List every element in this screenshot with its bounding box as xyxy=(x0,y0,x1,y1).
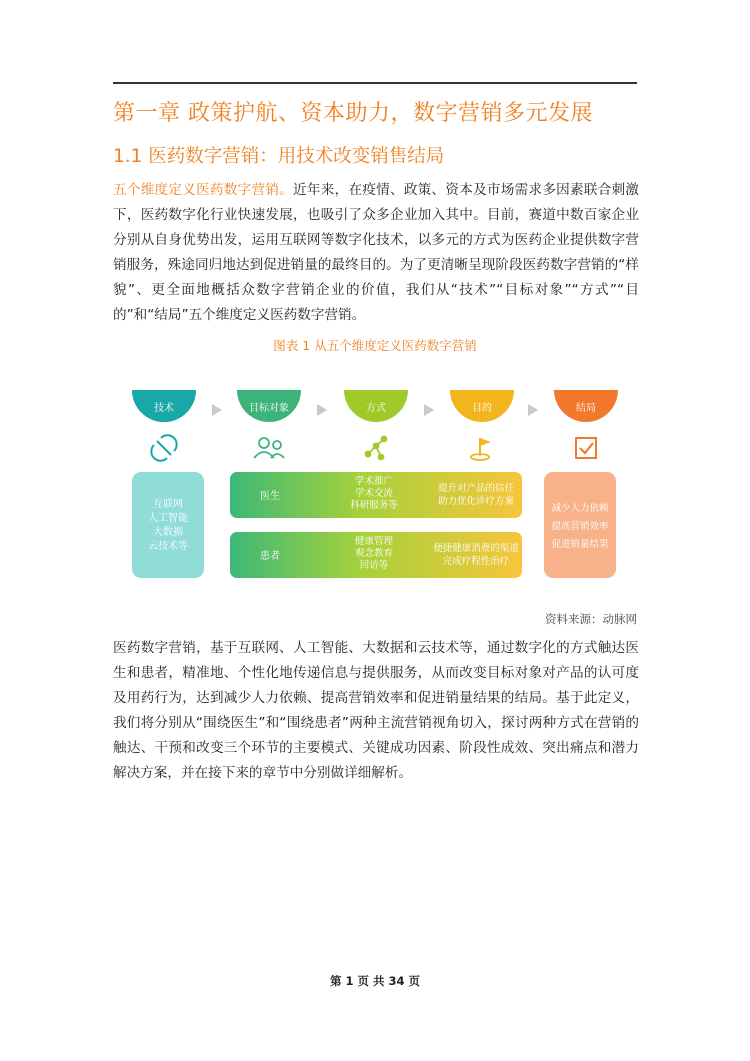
figure-caption: 图表 1 从五个维度定义医药数字营销 xyxy=(273,338,477,353)
svg-text:促进销量结果: 促进销量结果 xyxy=(551,539,609,550)
intro-paragraph xyxy=(113,178,639,328)
stage-label: 方式 xyxy=(366,403,386,414)
svg-text:观念教育: 观念教育 xyxy=(354,548,394,559)
svg-text:互联网: 互联网 xyxy=(153,499,183,510)
svg-text:便捷健康消费的渠道: 便捷健康消费的渠道 xyxy=(433,543,519,554)
paragraph-body: 近年来，在疫情、政策、资本及市场需求多因素联合刺激下，医药数字化行业快速发展，也吸引了众多企业加入其中。目前，赛道中数百家企业分别从自身优势出发，运用互联网等数字化技术，以多元的方式为医药企业提供数字营销服务，殊途同归地达到促进销量的最终目的。为了更清晰呈现阶段医药数字营销的“样貌”、更全面地概括众数字营销企业的价值，我们从“技术”“目标对象”“方式”“目的”和“结局”五个维度定义医药数字营销。 xyxy=(113,182,640,323)
paragraph-lead: 五个维度定义医药数字营销。 xyxy=(113,182,294,198)
svg-text:人工智能: 人工智能 xyxy=(148,513,188,524)
svg-text:云技术等: 云技术等 xyxy=(148,541,188,552)
stage-header-result xyxy=(554,390,618,422)
network-icon xyxy=(366,437,387,460)
stage-header-purpose xyxy=(450,390,514,422)
five-dimension-diagram xyxy=(130,380,620,590)
row-doctor xyxy=(230,472,522,518)
arrow-icon xyxy=(212,404,222,416)
svg-text:健康管理: 健康管理 xyxy=(354,536,394,547)
checkbox-icon xyxy=(576,438,596,458)
header-rule xyxy=(113,82,637,84)
page-number: 1 xyxy=(345,974,354,988)
arrow-icon xyxy=(317,404,327,416)
arrow-icon xyxy=(424,404,434,416)
people-icon xyxy=(254,438,284,458)
svg-text:减少人力依赖: 减少人力依赖 xyxy=(551,503,609,514)
section-title: 1.1 医药数字营销：用技术改变销售结局 xyxy=(113,146,445,167)
stage-label: 技术 xyxy=(154,403,174,414)
figure-source: 资料来源：动脉网 xyxy=(545,612,637,626)
svg-text:提升对产品的信任: 提升对产品的信任 xyxy=(437,483,515,494)
arrow-icon xyxy=(528,404,538,416)
result-box xyxy=(544,472,616,578)
page-footer: 第 1 页 共 34 页 xyxy=(329,974,421,988)
svg-text:学术交流: 学术交流 xyxy=(354,488,394,499)
stage-label: 目标对象 xyxy=(249,403,289,414)
stage-header-tech xyxy=(132,390,196,422)
svg-text:助力优化诊疗方案: 助力优化诊疗方案 xyxy=(437,496,515,507)
row-patient xyxy=(230,532,522,578)
signal-icon xyxy=(151,435,176,460)
stage-label: 目的 xyxy=(472,403,492,414)
svg-text:回访等: 回访等 xyxy=(359,560,389,571)
target-label: 患者 xyxy=(260,551,280,562)
flag-icon xyxy=(471,438,491,460)
chapter-title: 第一章 政策护航、资本助力，数字营销多元发展 xyxy=(113,101,593,126)
stage-label: 结局 xyxy=(576,403,596,414)
svg-text:科研服务等: 科研服务等 xyxy=(350,500,398,511)
svg-text:大数据: 大数据 xyxy=(153,527,183,538)
total-pages: 34 xyxy=(388,974,405,988)
svg-text:学术推广: 学术推广 xyxy=(354,476,394,487)
definition-paragraph: 医药数字营销，基于互联网、人工智能、大数据和云技术等，通过数字化的方式触达医生和患者，精准地、个性化地传递信息与提供服务，从而改变目标对象对产品的认可度及用药行为，达到减少人力依赖、提高营销效率和促进销量结果的结局。基于此定义，我们将分别从“围绕医生”和“围绕患者”两种主流营销视角切入，探讨两种方式在营销的触达、干预和改变三个环节的主要模式、关键成功因素、阶段性成效、突出痛点和潜力解决方案，并在接下来的章节中分别做详细解析。 xyxy=(113,640,639,781)
stage-header-method xyxy=(344,390,408,422)
stage-header-target xyxy=(237,390,301,422)
target-label: 医生 xyxy=(260,491,280,502)
svg-text:完成疗程性治疗: 完成疗程性治疗 xyxy=(442,556,510,567)
svg-text:提高营销效率: 提高营销效率 xyxy=(551,521,609,532)
tech-box xyxy=(132,472,204,578)
